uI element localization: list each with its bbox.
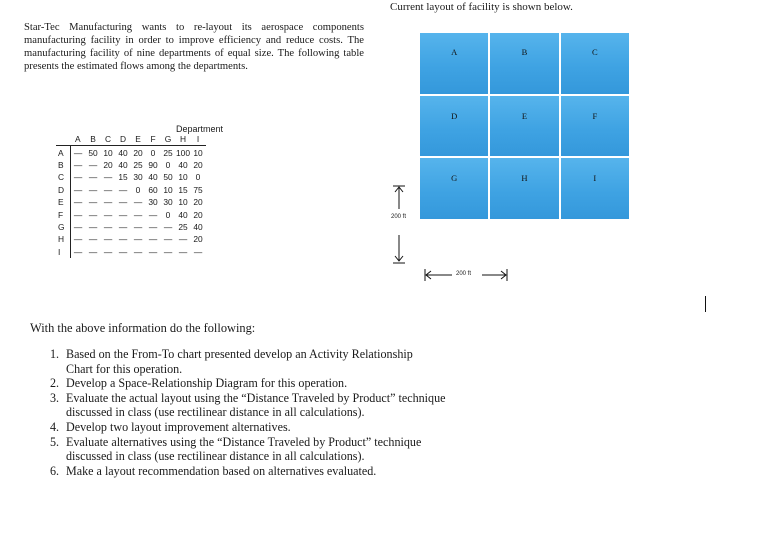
table-cell: — — [88, 197, 98, 208]
task-number: 4. — [50, 419, 60, 434]
table-cell: — — [163, 246, 173, 257]
task-number: 5. — [50, 434, 60, 449]
row-header: A — [56, 146, 70, 159]
task-number: 6. — [50, 463, 60, 478]
table-cell: — — [88, 221, 98, 232]
table-cell: — — [103, 246, 113, 257]
table-row — [56, 171, 206, 183]
table-cell: 40 — [148, 172, 158, 183]
row-header: C — [56, 171, 70, 183]
task-text: Develop a Space-Relationship Diagram for this operation. — [66, 376, 348, 391]
table-header-row — [56, 133, 206, 146]
table-cell: — — [73, 197, 83, 208]
facility-layout-grid — [420, 33, 629, 219]
department-cell — [490, 33, 558, 94]
table-cell: 20 — [103, 159, 113, 170]
table-cell: — — [193, 246, 203, 257]
table-cell: — — [88, 246, 98, 257]
table-cell: — — [88, 209, 98, 220]
table-cell: 0 — [195, 172, 201, 183]
table-cell: — — [103, 172, 113, 183]
department-label: E — [521, 110, 528, 121]
table-cell: 0 — [150, 147, 156, 158]
row-header: B — [56, 159, 70, 171]
list-item — [50, 376, 486, 391]
table-cell: — — [88, 234, 98, 245]
vertical-dimension-label: 200 ft — [391, 214, 407, 220]
table-cell: 50 — [163, 172, 173, 183]
column-header: D — [116, 133, 131, 146]
table-cell: — — [178, 234, 188, 245]
department-cell — [561, 33, 629, 94]
table-cell: 20 — [193, 234, 203, 245]
table-cell: — — [118, 246, 128, 257]
table-cell: — — [73, 234, 83, 245]
column-header: C — [101, 133, 116, 146]
table-cell: 40 — [178, 159, 188, 170]
table-corner-cell — [56, 133, 70, 146]
column-header: I — [191, 133, 206, 146]
row-header: D — [56, 184, 70, 196]
table-cell: — — [133, 197, 143, 208]
table-cell: — — [73, 221, 83, 232]
table-cell: 0 — [165, 209, 171, 220]
row-header: H — [56, 233, 70, 245]
table-cell: — — [133, 234, 143, 245]
department-cell — [561, 158, 629, 219]
vertical-dimension-arrow-icon — [392, 185, 406, 265]
task-text: Based on the From-To chart presented develop an Activity Relationship Chart for this operation. — [66, 347, 413, 376]
table-cell: 25 — [178, 221, 188, 232]
task-text: Make a layout recommendation based on alternatives evaluated. — [66, 463, 377, 478]
column-header: F — [146, 133, 161, 146]
table-row — [56, 159, 206, 171]
table-cell: 20 — [133, 147, 143, 158]
department-label: G — [451, 173, 458, 184]
table-cell: 40 — [178, 209, 188, 220]
table-cell: 75 — [193, 184, 203, 195]
task-text: Evaluate the actual layout using the “Distance Traveled by Product” technique discussed in class (use rectilinear distance in all calculations). — [66, 390, 446, 420]
list-item — [50, 347, 486, 376]
column-header: E — [131, 133, 146, 146]
table-cell: 50 — [88, 147, 98, 158]
from-to-table — [56, 133, 206, 258]
table-cell: — — [88, 159, 98, 170]
department-cell — [561, 96, 629, 157]
table-row — [56, 221, 206, 233]
table-row — [56, 208, 206, 220]
table-cell: — — [118, 197, 128, 208]
instructions-lead: With the above information do the following: — [30, 321, 256, 335]
task-number: 1. — [50, 347, 60, 361]
table-cell: — — [73, 172, 83, 183]
column-header: G — [161, 133, 176, 146]
layout-caption: Current layout of facility is shown below. — [390, 1, 573, 13]
table-row — [56, 196, 206, 208]
column-header: H — [176, 133, 191, 146]
department-cell — [420, 33, 488, 94]
table-cell: — — [148, 246, 158, 257]
table-cell: 30 — [148, 197, 158, 208]
table-cell: 20 — [193, 159, 203, 170]
table-cell: 15 — [178, 184, 188, 195]
problem-intro: Star-Tec Manufacturing wants to re-layout its aerospace components manufacturing facility in order to improve efficiency and reduce costs. The manufacturing facility of nine departments of equal size. The following table presents the estimated flows among the departments. — [24, 21, 364, 73]
list-item — [50, 435, 486, 464]
table-cell: 20 — [193, 209, 203, 220]
table-cell: 10 — [178, 172, 188, 183]
table-cell: — — [73, 246, 83, 257]
table-cell: — — [73, 147, 83, 158]
table-cell: 10 — [193, 147, 203, 158]
row-header: G — [56, 221, 70, 233]
table-cell: — — [103, 209, 113, 220]
table-cell: — — [178, 246, 188, 257]
department-label: I — [593, 173, 597, 184]
table-heading: Department — [176, 124, 224, 134]
table-cell: 25 — [163, 147, 173, 158]
table-cell: — — [103, 197, 113, 208]
table-cell: 100 — [176, 147, 190, 158]
table-cell: — — [103, 234, 113, 245]
table-cell: — — [73, 159, 83, 170]
table-cell: 90 — [148, 159, 158, 170]
table-cell: — — [73, 184, 83, 195]
row-header: F — [56, 208, 70, 220]
department-label: F — [592, 110, 598, 121]
department-label: D — [451, 110, 458, 121]
table-cell: — — [103, 184, 113, 195]
list-item — [50, 391, 486, 420]
table-cell: 40 — [118, 147, 128, 158]
task-list — [50, 347, 486, 478]
table-cell: — — [133, 246, 143, 257]
task-text: Develop two layout improvement alternatives. — [66, 419, 291, 434]
table-row — [56, 233, 206, 245]
department-label: A — [451, 47, 458, 57]
table-cell: 10 — [103, 147, 113, 158]
text-cursor — [705, 296, 706, 312]
list-item — [50, 464, 486, 479]
task-number: 3. — [50, 390, 60, 405]
department-cell — [420, 96, 488, 157]
table-cell: 20 — [193, 197, 203, 208]
table-cell: 15 — [118, 172, 128, 183]
table-cell: — — [148, 234, 158, 245]
table-cell: 40 — [118, 159, 128, 170]
department-cell — [490, 158, 558, 219]
table-cell: 0 — [165, 159, 171, 170]
table-cell: — — [163, 221, 173, 232]
table-cell: — — [103, 221, 113, 232]
table-cell: — — [88, 184, 98, 195]
row-header: I — [56, 246, 70, 258]
table-cell: 30 — [133, 172, 143, 183]
table-cell: — — [118, 184, 128, 195]
table-row — [56, 184, 206, 196]
table-cell: — — [88, 172, 98, 183]
column-header: B — [86, 133, 101, 146]
table-cell: — — [133, 221, 143, 232]
table-cell: — — [73, 209, 83, 220]
table-cell: 25 — [133, 159, 143, 170]
row-header: E — [56, 196, 70, 208]
table-cell: 0 — [135, 184, 141, 195]
horizontal-dimension-label: 200 ft — [456, 271, 472, 277]
department-label: B — [521, 47, 528, 57]
table-cell: — — [133, 209, 143, 220]
table-row — [56, 246, 206, 258]
department-cell — [420, 158, 488, 219]
task-number: 2. — [50, 376, 60, 391]
department-label: H — [521, 173, 528, 184]
department-cell — [490, 96, 558, 157]
table-row — [56, 146, 206, 159]
column-header: A — [70, 133, 86, 146]
table-cell: — — [163, 234, 173, 245]
table-cell: 10 — [163, 184, 173, 195]
table-cell: — — [148, 209, 158, 220]
table-cell: — — [118, 209, 128, 220]
department-label: C — [591, 47, 598, 57]
table-cell: — — [148, 221, 158, 232]
table-cell: 30 — [163, 197, 173, 208]
table-cell: 10 — [178, 197, 188, 208]
table-cell: — — [118, 234, 128, 245]
list-item — [50, 420, 486, 435]
table-cell: 60 — [148, 184, 158, 195]
task-text: Evaluate alternatives using the “Distance Traveled by Product” technique discussed in class (use rectilinear distance in all calculations). — [66, 434, 422, 464]
table-cell: — — [118, 221, 128, 232]
table-cell: 40 — [193, 221, 203, 232]
